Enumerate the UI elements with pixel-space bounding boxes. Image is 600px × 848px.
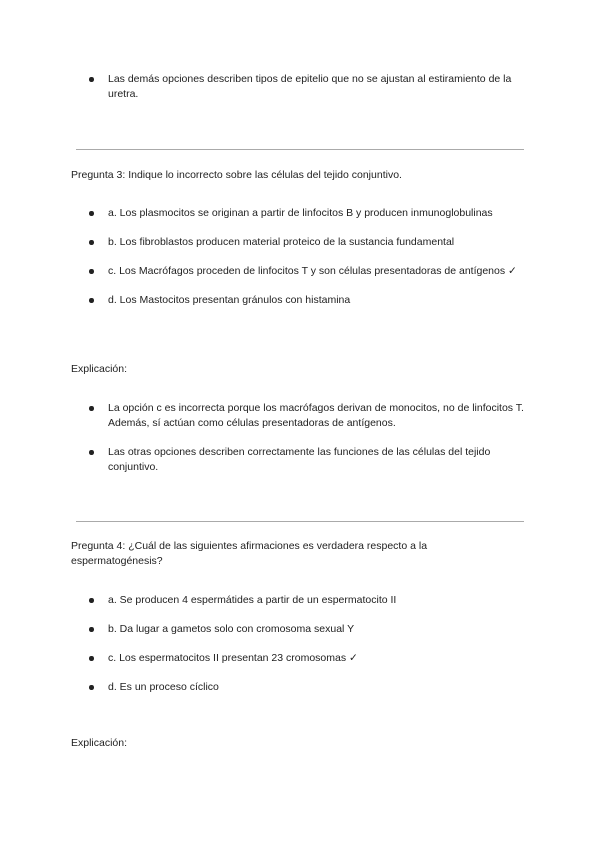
option-c: c. Los espermatocitos II presentan 23 cromosomas ✓ (89, 651, 529, 666)
question-4-title: Pregunta 4: ¿Cuál de las siguientes afirmaciones es verdadera respecto a la espermatogénesis? (71, 540, 428, 567)
section-divider (76, 521, 524, 522)
list-item: La opción c es incorrecta porque los macrófagos derivan de monocitos, no de linfocitos T. Además, sí actúan como células presentadoras de antígenos. (89, 401, 529, 431)
list-item: Las otras opciones describen correctamente las funciones de las células del tejido conjuntivo. (89, 445, 529, 475)
option-c: c. Los Macrófagos proceden de linfocitos T y son células presentadoras de antígenos ✓ (89, 264, 529, 279)
question-3-options (89, 206, 529, 308)
section-divider (76, 149, 524, 150)
prev-explanation-list (89, 72, 529, 102)
question-4-explanation-label: Explicación: (71, 737, 128, 749)
prev-explanation (89, 72, 529, 102)
option-d: d. Es un proceso cíclico (89, 680, 529, 695)
question-3-explanation (89, 401, 529, 475)
question-3-title: Pregunta 3: Indique lo incorrecto sobre las células del tejido conjuntivo. (71, 169, 402, 181)
option-d: d. Los Mastocitos presentan gránulos con histamina (89, 293, 529, 308)
option-a: a. Se producen 4 espermátides a partir de un espermatocito II (89, 593, 529, 608)
option-b: b. Los fibroblastos producen material proteico de la sustancia fundamental (89, 235, 529, 250)
question-4-options (89, 593, 529, 695)
option-b: b. Da lugar a gametos solo con cromosoma sexual Y (89, 622, 529, 637)
list-item: Las demás opciones describen tipos de epitelio que no se ajustan al estiramiento de la uretra. (89, 72, 529, 102)
option-a: a. Los plasmocitos se originan a partir de linfocitos B y producen inmunoglobulinas (89, 206, 529, 221)
question-3-explanation-label: Explicación: (71, 363, 128, 375)
